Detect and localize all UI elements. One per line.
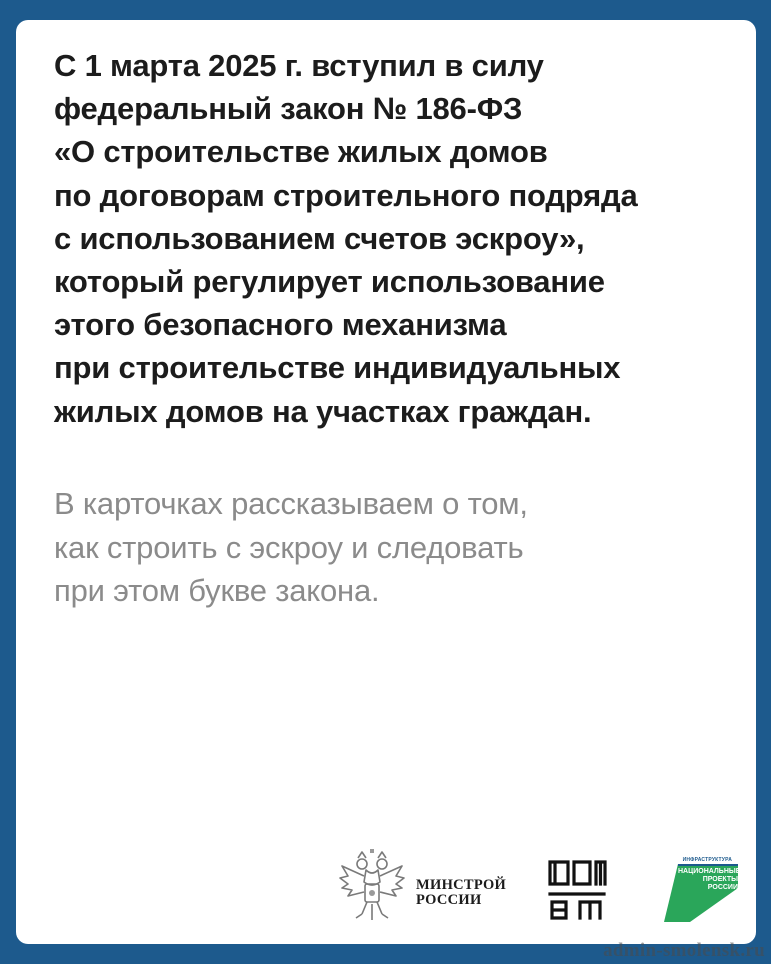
sub-line: как строить с эскроу и следовать	[54, 529, 524, 565]
coat-of-arms-icon	[336, 848, 408, 926]
national-projects-logo	[658, 848, 740, 926]
main-line: с использованием счетов эскроу»,	[54, 220, 585, 256]
main-line: «О строительстве жилых домов	[54, 134, 548, 170]
main-line: по договорам строительного подряда	[54, 177, 638, 213]
sub-line: В карточках рассказываем о том,	[54, 486, 528, 521]
site-watermark: admin-smolensk.ru	[603, 940, 765, 961]
main-line: федеральный закон № 186-ФЗ	[54, 91, 523, 127]
sub-line: при этом букве закона.	[54, 573, 380, 608]
main-line: который регулирует использование	[54, 264, 605, 300]
partner-logos	[336, 848, 746, 928]
main-line: этого безопасного механизма	[54, 307, 507, 343]
main-line: С 1 марта 2025 г. вступил в силу	[54, 48, 544, 83]
main-line: жилых домов на участках граждан.	[54, 393, 592, 429]
national-projects-category: ИНФРАСТРУКТУРА	[682, 857, 732, 863]
national-projects-label: НАЦИОНАЛЬНЫЕ ПРОЕКТЫ РОССИИ	[678, 868, 741, 891]
dom-rf-logo-icon	[546, 858, 608, 924]
minstroy-logo: МИНСТРОЙ РОССИИ	[416, 877, 507, 908]
info-card	[16, 20, 756, 944]
main-line: при строительстве индивидуальных	[54, 350, 621, 386]
main-statement	[54, 44, 744, 433]
secondary-statement	[54, 482, 734, 613]
